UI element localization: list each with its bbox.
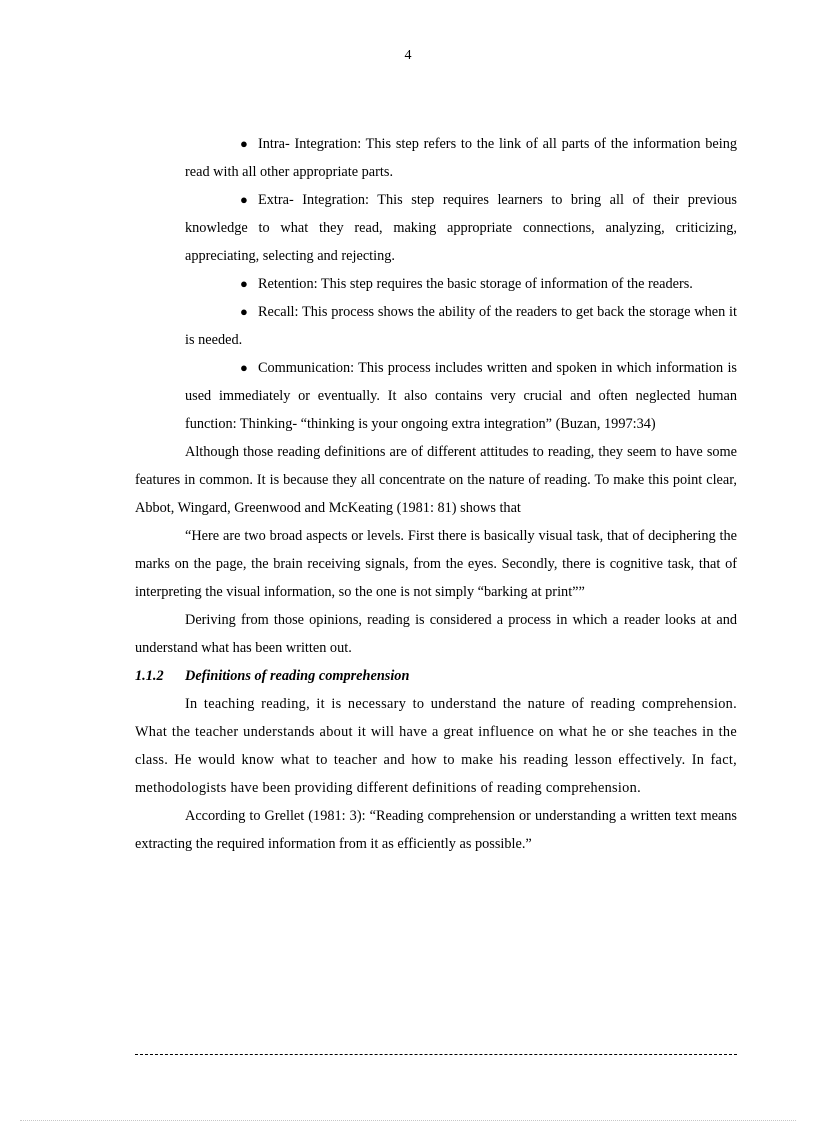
footer-divider (135, 1054, 737, 1055)
block-quote: “Here are two broad aspects or levels. First there is basically visual task, that of deciphering the marks on the page, the brain receiving signals, from the eyes. Secondly, there is cognitive task, that of interpreting the visual information, so the one is not simply “barking at print”” (135, 528, 737, 600)
bullet-text: Intra- Integration: This step refers to the link of all parts of the information being read with all other appropriate parts. (185, 136, 737, 180)
bullet-icon: ● (240, 360, 248, 375)
bullet-text: Communication: This process includes written and spoken in which information is used immediately or eventually. It also contains very crucial and often neglected human function: Thinking- “thinking is your ongoing extra integration” (Buzan, 1997:34) (185, 360, 737, 432)
body-paragraph: Although those reading definitions are of different attitudes to reading, they seem to have some features in common. It is because they all concentrate on the nature of reading. To make this point clear, Abbot, Wingard, Greenwood and McKeating (1981: 81) shows that (135, 444, 737, 516)
bullet-icon: ● (240, 136, 248, 151)
section-heading (135, 662, 737, 690)
section-title: Definitions of reading comprehension (185, 668, 410, 684)
bullet-icon: ● (240, 304, 248, 319)
bullet-item (185, 130, 737, 186)
body-paragraph: According to Grellet (1981: 3): “Reading comprehension or understanding a written text means extracting the required information from it as efficiently as possible.” (135, 808, 737, 852)
bullet-item (185, 354, 737, 438)
bullet-icon: ● (240, 192, 248, 207)
bullet-item (185, 186, 737, 270)
page-number: 4 (404, 48, 412, 63)
bullet-text: Extra- Integration: This step requires learners to bring all of their previous knowledge to what they read, making appropriate connections, analyzing, criticizing, appreciating, selecting and rejecting. (185, 192, 737, 264)
body-paragraph: Deriving from those opinions, reading is considered a process in which a reader looks at and understand what has been written out. (135, 612, 737, 656)
document-body (135, 130, 737, 858)
bullet-text: Recall: This process shows the ability of the readers to get back the storage when it is needed. (185, 304, 737, 348)
bullet-item (185, 298, 737, 354)
page-bottom-border (20, 1120, 796, 1121)
bullet-item (185, 270, 737, 298)
body-paragraph: In teaching reading, it is necessary to understand the nature of reading comprehension. What the teacher understands about it will have a great influence on what he or she teaches in the class. He would know what to teacher and how to make his reading lesson effectively. In fact, methodologists have been providing different definitions of reading comprehension. (135, 696, 737, 796)
section-number: 1.1.2 (135, 668, 164, 684)
bullet-icon: ● (240, 276, 248, 291)
bullet-text: Retention: This step requires the basic storage of information of the readers. (258, 276, 693, 292)
